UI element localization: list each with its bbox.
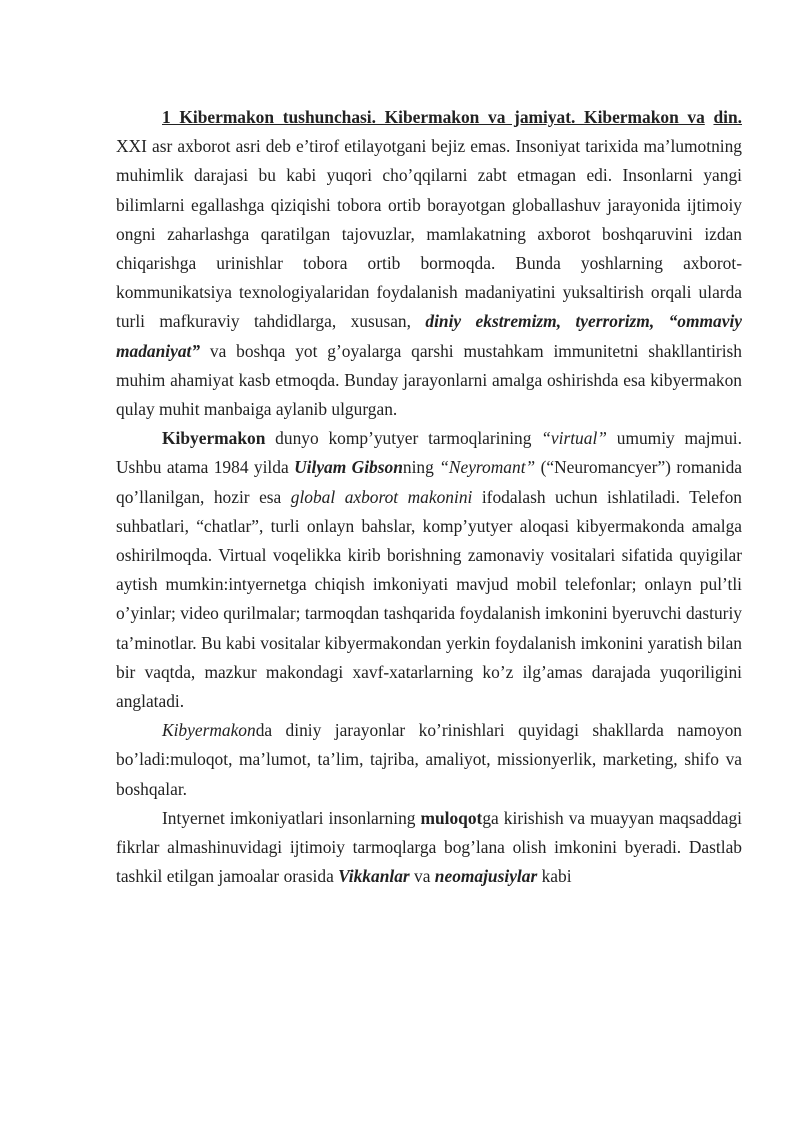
term-kibyermakon-italic: Kibyermakon	[162, 720, 256, 741]
author-name: Uilyam Gibson	[294, 457, 403, 478]
term-kibyermakon: Kibyermakon	[162, 428, 266, 449]
paragraph-text: dunyo komp’yutyer tarmoqlarining	[265, 428, 542, 449]
paragraph-forms	[116, 716, 747, 804]
group-neomajusiylar: neomajusiylar	[434, 866, 538, 887]
paragraph-text: va boshqa yot g’oyalarga qarshi mustahkam immunitetni shakllantirish muhim ahamiyat kasb etmoqda. Bunday jarayonlarni amalga oshirishda esa kibyermakon qulay muhit manbaiga aylanib ulgurgan.	[116, 340, 747, 420]
paragraph-text: Intyernet imkoniyatlari insonlarning	[162, 807, 421, 828]
paragraph-text: (“Neuromancyer”) romanida qo’llanilgan, hozir esa	[116, 457, 751, 507]
paragraph-text: kabi	[537, 866, 572, 887]
term-muloqot: muloqot	[420, 807, 483, 828]
emphasis-global: global axborot makonini	[290, 486, 473, 507]
paragraph-communication	[116, 804, 747, 892]
paragraph-text: va	[409, 866, 435, 887]
section-heading-end: din.	[713, 107, 742, 127]
paragraph-text: ning	[402, 457, 440, 478]
paragraph-definition	[116, 424, 751, 716]
paragraph-text: da diniy jarayonlar ko’rinishlari quyidagi shakllarda namoyon bo’ladi:muloqot, ma’lumot, ta’lim, tajriba, amaliyot, missionyerlik, marketing, shifo va boshqalar.	[116, 720, 747, 799]
emphasis-text: diniy ekstremizm, tyerrorizm, “ommaviy madaniyat”	[116, 311, 747, 361]
paragraph-text: XXI asr axborot asri deb e’tirof etilayotgani bejiz emas. Insoniyat tarixida ma’lumotning muhimlik darajasi bu kabi yuqori cho’qqilarni zabt etmagan edi. Insonlarni yangi bilimlarni egallashga qiziqishi tobora ortib borayotgan globallashuv jarayonida ijtimoiy ongni zaharlashga qaratilgan tajovuzlar, mamlakatning axborot boshqaruvini izdan chiqarishga urinishlar tobora ortib bormoqda. Bunda yoshlarning axborot-kommunikatsiya texnologiyalaridan foydalanish madaniyatini yuksaltirish orqali ularda turli mafkuraviy tahdidlarga, xususan,	[116, 107, 751, 332]
section-heading: 1 Kibermakon tushunchasi. Kibermakon va jamiyat. Kibermakon va	[162, 107, 705, 127]
paragraph-intro	[116, 103, 751, 424]
paragraph-text: umumiy majmui. Ushbu atama 1984 yilda	[116, 428, 747, 478]
group-vikkanlar: Vikkanlar	[338, 866, 410, 887]
paragraph-text: ifodalash uchun ishlatiladi. Telefon suhbatlari, “chatlar”, turli onlayn bahslar, komp’yutyer aloqasi kibyermakonda amalga oshirilmoqda. Virtual voqelikka kirib borishning zamonaviy vositalari sifatida quyigilar aytish mumkin:intyernetga chiqish imkoniyati mavjud mobil telefonlar; onlayn pul’tli o’yinlar; video qurilmalar; tarmoqdan tashqarida foydalanish imkonini byeruvchi dasturiy ta’minotlar. Bu kabi vositalar kibyermakondan yerkin foydalanish imkonini yaratish bilan bir vaqtda, mazkur makondagi xavf-xatarlarning ko’z ilg’amas darajada yuqoriligini anglatadi.	[116, 486, 747, 712]
paragraph-text: ga kirishish va muayyan maqsaddagi fikrlar almashinuvidagi ijtimoiy tarmoqlarga bog’lana olish imkonini byeradi. Dastlab tashkil etilgan jamoalar orasida	[116, 807, 747, 887]
book-title: “Neyromant”	[439, 457, 536, 478]
term-virtual: “virtual”	[541, 428, 607, 449]
